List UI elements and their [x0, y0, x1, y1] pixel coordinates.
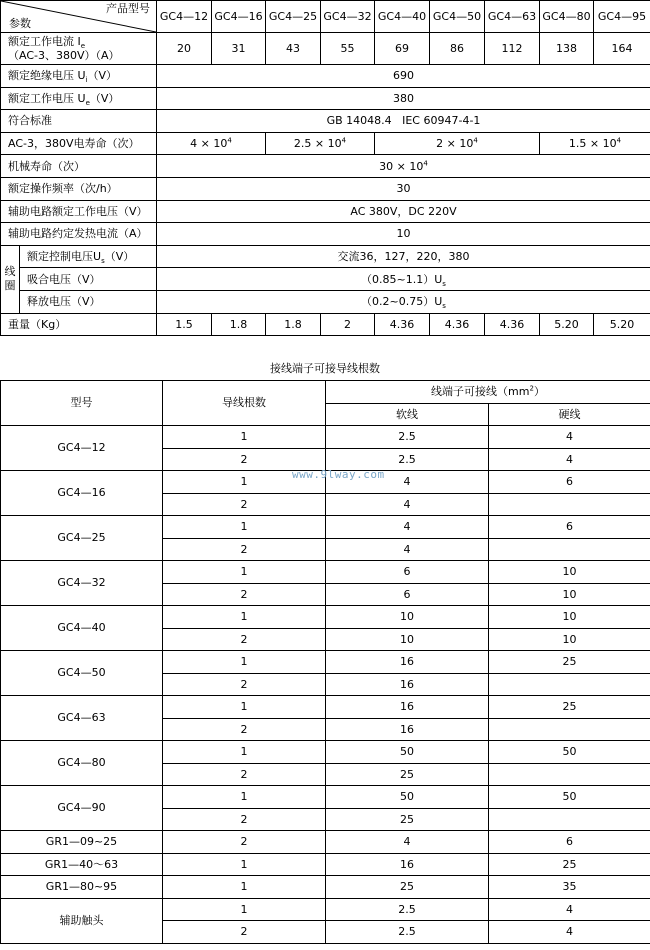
rated-current-label-line1: 额定工作电流 I: [8, 35, 81, 49]
mech-life-exp: 4: [423, 158, 428, 167]
terminal-data-row: [1, 786, 650, 809]
wire-count-cell: 1: [163, 898, 326, 921]
elec-life-exp: 4: [227, 136, 232, 145]
mechanical-life-value: [157, 155, 650, 178]
rated-current-value: 69: [375, 33, 430, 65]
insulation-voltage-value: 690: [157, 65, 650, 88]
terminal-data-row: [1, 876, 650, 899]
insulation-label-text: 额定绝缘电压 U: [8, 69, 86, 83]
soft-wire-column-header: 软线: [326, 404, 489, 426]
wire-count-column-header: 导线根数: [163, 381, 326, 426]
corner-header-cell: [1, 1, 157, 33]
electrical-life-value: [540, 132, 650, 155]
soft-wire-cell: 4: [326, 471, 489, 494]
elec-life-base: 2.5 × 10: [293, 136, 342, 150]
release-value-text: （0.2~0.75）U: [361, 295, 443, 309]
work-voltage-label-unit: （V）: [89, 91, 120, 105]
soft-wire-cell: 6: [326, 583, 489, 606]
electrical-life-row: [1, 132, 650, 155]
terminal-model-cell: GR1—40～63: [1, 853, 163, 876]
model-header: GC4—95: [594, 1, 650, 33]
model-column-header: 型号: [1, 381, 163, 426]
terminal-table-title: 接线端子可接导线根数: [270, 362, 380, 375]
wire-count-cell: 2: [163, 538, 326, 561]
capacity-header-exp: 2: [529, 384, 534, 393]
wire-count-cell: 1: [163, 561, 326, 584]
rated-current-value: 55: [321, 33, 375, 65]
soft-wire-cell: 16: [326, 718, 489, 741]
coil-ctrl-label-sub: s: [101, 257, 105, 266]
wire-count-cell: 1: [163, 853, 326, 876]
model-header: GC4—25: [266, 1, 321, 33]
work-voltage-label: [1, 87, 157, 110]
weight-value: 4.36: [375, 313, 430, 336]
soft-wire-cell: 16: [326, 673, 489, 696]
rated-current-value: 43: [266, 33, 321, 65]
elec-life-exp: 4: [616, 136, 622, 145]
hard-wire-cell: 6: [489, 516, 650, 539]
terminal-model-cell: 辅助触头: [1, 898, 163, 943]
wire-count-cell: 1: [163, 651, 326, 674]
terminal-wire-table: [0, 380, 650, 944]
header-row: [1, 1, 650, 33]
release-voltage-label: 释放电压（V）: [20, 290, 157, 313]
wire-count-cell: 2: [163, 921, 326, 944]
elec-life-base: 2 × 10: [436, 136, 474, 150]
rated-current-label: [1, 33, 157, 65]
wire-count-cell: 1: [163, 741, 326, 764]
elec-life-base: 4 × 10: [190, 136, 228, 150]
elec-life-exp: 4: [341, 136, 347, 145]
wire-count-cell: 1: [163, 786, 326, 809]
aux-voltage-label: 辅助电路额定工作电压（V）: [1, 200, 157, 223]
rated-current-label-line2: （AC-3、380V）（A）: [8, 48, 120, 62]
hard-wire-cell: [489, 718, 650, 741]
terminal-model-cell: GC4—80: [1, 741, 163, 786]
weight-value: 1.8: [212, 313, 266, 336]
wire-count-cell: 1: [163, 516, 326, 539]
terminal-model-cell: GC4—50: [1, 651, 163, 696]
work-voltage-label-sub: e: [85, 98, 90, 107]
rated-current-row: [1, 33, 650, 65]
coil-label-char1: 线: [4, 265, 16, 279]
terminal-header-row: [1, 381, 650, 404]
wire-count-cell: 2: [163, 493, 326, 516]
electrical-life-value: [266, 132, 375, 155]
terminal-model-cell: GC4—63: [1, 696, 163, 741]
coil-control-voltage-value: 交流36，127，220，380: [157, 245, 650, 268]
corner-bottom-label: 参数: [9, 16, 31, 30]
mechanical-life-label: 机械寿命（次）: [1, 155, 157, 178]
wire-count-cell: 2: [163, 628, 326, 651]
insulation-voltage-label: [1, 65, 157, 88]
standard-row: [1, 110, 650, 133]
hard-wire-cell: 4: [489, 921, 650, 944]
insulation-label-sub: i: [85, 76, 88, 85]
coil-group-label: [1, 245, 20, 313]
weight-label: 重量（Kg）: [1, 313, 157, 336]
rated-current-value: 86: [430, 33, 485, 65]
hard-wire-cell: [489, 673, 650, 696]
weight-value: 5.20: [540, 313, 594, 336]
terminal-model-cell: GR1—80~95: [1, 876, 163, 899]
terminal-data-row: [1, 426, 650, 449]
wire-count-cell: 2: [163, 718, 326, 741]
insulation-voltage-row: [1, 65, 650, 88]
contactor-spec-table: [0, 0, 650, 336]
soft-wire-cell: 25: [326, 763, 489, 786]
hard-wire-column-header: 硬线: [489, 404, 650, 426]
capacity-header-text: 线端子可接线（mm: [431, 385, 530, 399]
hard-wire-cell: [489, 763, 650, 786]
soft-wire-cell: 16: [326, 853, 489, 876]
wire-count-cell: 2: [163, 583, 326, 606]
operation-frequency-value: 30: [157, 177, 650, 200]
weight-value: 2: [321, 313, 375, 336]
soft-wire-cell: 2.5: [326, 426, 489, 449]
terminal-model-cell: GC4—12: [1, 426, 163, 471]
terminal-data-row: [1, 651, 650, 674]
elec-life-exp: 4: [473, 136, 478, 145]
hard-wire-cell: 10: [489, 628, 650, 651]
terminal-model-cell: GC4—25: [1, 516, 163, 561]
standard-value: GB 14048.4 IEC 60947-4-1: [157, 110, 650, 133]
release-voltage-value: [157, 290, 650, 313]
soft-wire-cell: 50: [326, 741, 489, 764]
pickup-voltage-value: [157, 268, 650, 291]
terminal-data-row: [1, 606, 650, 629]
weight-row: [1, 313, 650, 336]
weight-value: 4.36: [485, 313, 540, 336]
soft-wire-cell: 10: [326, 628, 489, 651]
aux-current-value: 10: [157, 223, 650, 246]
coil-control-voltage-label: [20, 245, 157, 268]
hard-wire-cell: 4: [489, 426, 650, 449]
soft-wire-cell: 10: [326, 606, 489, 629]
capacity-column-header: [326, 381, 650, 404]
terminal-data-row: [1, 831, 650, 854]
terminal-model-cell: GC4—32: [1, 561, 163, 606]
hard-wire-cell: 25: [489, 853, 650, 876]
work-voltage-label-text: 额定工作电压 U: [8, 91, 86, 105]
terminal-data-row: [1, 696, 650, 719]
hard-wire-cell: 10: [489, 583, 650, 606]
model-header: GC4—50: [430, 1, 485, 33]
weight-value: 1.8: [266, 313, 321, 336]
weight-value: 1.5: [157, 313, 212, 336]
wire-count-cell: 2: [163, 763, 326, 786]
hard-wire-cell: [489, 808, 650, 831]
soft-wire-cell: 4: [326, 538, 489, 561]
model-header: GC4—63: [485, 1, 540, 33]
aux-current-row: [1, 223, 650, 246]
release-voltage-row: [1, 290, 650, 313]
weight-value: 4.36: [430, 313, 485, 336]
mechanical-life-row: [1, 155, 650, 178]
soft-wire-cell: 2.5: [326, 921, 489, 944]
terminal-data-row: [1, 898, 650, 921]
hard-wire-cell: 4: [489, 448, 650, 471]
hard-wire-cell: 10: [489, 606, 650, 629]
coil-ctrl-label-text: 额定控制电压U: [27, 249, 102, 263]
soft-wire-cell: 25: [326, 876, 489, 899]
coil-control-voltage-row: [1, 245, 650, 268]
model-header: GC4—80: [540, 1, 594, 33]
pickup-value-text: （0.85~1.1）U: [361, 272, 443, 286]
rated-current-value: 20: [157, 33, 212, 65]
model-header: GC4—32: [321, 1, 375, 33]
hard-wire-cell: 6: [489, 471, 650, 494]
aux-current-label: 辅助电路约定发热电流（A）: [1, 223, 157, 246]
model-header: GC4—40: [375, 1, 430, 33]
wire-count-cell: 1: [163, 471, 326, 494]
insulation-label-unit: （V）: [87, 69, 118, 83]
coil-label-char2: 圈: [4, 279, 16, 293]
soft-wire-cell: 6: [326, 561, 489, 584]
hard-wire-cell: 25: [489, 696, 650, 719]
terminal-data-row: [1, 561, 650, 584]
pickup-value-sub: s: [442, 279, 446, 288]
hard-wire-cell: 50: [489, 786, 650, 809]
work-voltage-row: [1, 87, 650, 110]
standard-label: 符合标准: [1, 110, 157, 133]
pickup-voltage-label: 吸合电压（V）: [20, 268, 157, 291]
hard-wire-cell: 10: [489, 561, 650, 584]
terminal-model-cell: GR1—09~25: [1, 831, 163, 854]
elec-life-base: 1.5 × 10: [568, 136, 617, 150]
wire-count-cell: 1: [163, 426, 326, 449]
soft-wire-cell: 16: [326, 696, 489, 719]
hard-wire-cell: 50: [489, 741, 650, 764]
operation-frequency-row: [1, 177, 650, 200]
soft-wire-cell: 2.5: [326, 898, 489, 921]
terminal-model-cell: GC4—40: [1, 606, 163, 651]
corner-top-label: 产品型号: [106, 2, 150, 15]
soft-wire-cell: 50: [326, 786, 489, 809]
hard-wire-cell: 25: [489, 651, 650, 674]
electrical-life-label: AC-3，380V电寿命（次）: [1, 132, 157, 155]
watermark: www.9lway.com: [292, 468, 385, 481]
coil-ctrl-label-unit: （V）: [104, 249, 135, 263]
rated-current-label-sub: e: [80, 42, 86, 51]
model-header: GC4—12: [157, 1, 212, 33]
pickup-voltage-row: [1, 268, 650, 291]
terminal-model-cell: GC4—90: [1, 786, 163, 831]
soft-wire-cell: 4: [326, 516, 489, 539]
mech-life-base: 30 × 10: [379, 159, 424, 173]
hard-wire-cell: 6: [489, 831, 650, 854]
model-header: GC4—16: [212, 1, 266, 33]
electrical-life-value: [157, 132, 266, 155]
soft-wire-cell: 2.5: [326, 448, 489, 471]
soft-wire-cell: 16: [326, 651, 489, 674]
wire-count-cell: 2: [163, 448, 326, 471]
hard-wire-cell: [489, 538, 650, 561]
terminal-data-row: [1, 516, 650, 539]
electrical-life-value: [375, 132, 540, 155]
capacity-header-end: ）: [533, 385, 545, 399]
aux-voltage-value: AC 380V，DC 220V: [157, 200, 650, 223]
rated-current-value: 112: [485, 33, 540, 65]
wire-count-cell: 2: [163, 673, 326, 696]
hard-wire-cell: 35: [489, 876, 650, 899]
terminal-model-cell: GC4—16: [1, 471, 163, 516]
hard-wire-cell: 4: [489, 898, 650, 921]
hard-wire-cell: [489, 493, 650, 516]
terminal-data-row: [1, 741, 650, 764]
rated-current-value: 138: [540, 33, 594, 65]
terminal-data-row: [1, 853, 650, 876]
soft-wire-cell: 4: [326, 831, 489, 854]
wire-count-cell: 2: [163, 808, 326, 831]
wire-count-cell: 1: [163, 876, 326, 899]
weight-value: 5.20: [594, 313, 650, 336]
wire-count-cell: 1: [163, 606, 326, 629]
rated-current-value: 164: [594, 33, 650, 65]
terminal-table-body: [1, 426, 650, 944]
soft-wire-cell: 4: [326, 493, 489, 516]
aux-voltage-row: [1, 200, 650, 223]
operation-frequency-label: 额定操作频率（次/h）: [1, 177, 157, 200]
soft-wire-cell: 25: [326, 808, 489, 831]
rated-current-value: 31: [212, 33, 266, 65]
release-value-sub: s: [442, 302, 446, 311]
wire-count-cell: 1: [163, 696, 326, 719]
work-voltage-value: 380: [157, 87, 650, 110]
wire-count-cell: 2: [163, 831, 326, 854]
